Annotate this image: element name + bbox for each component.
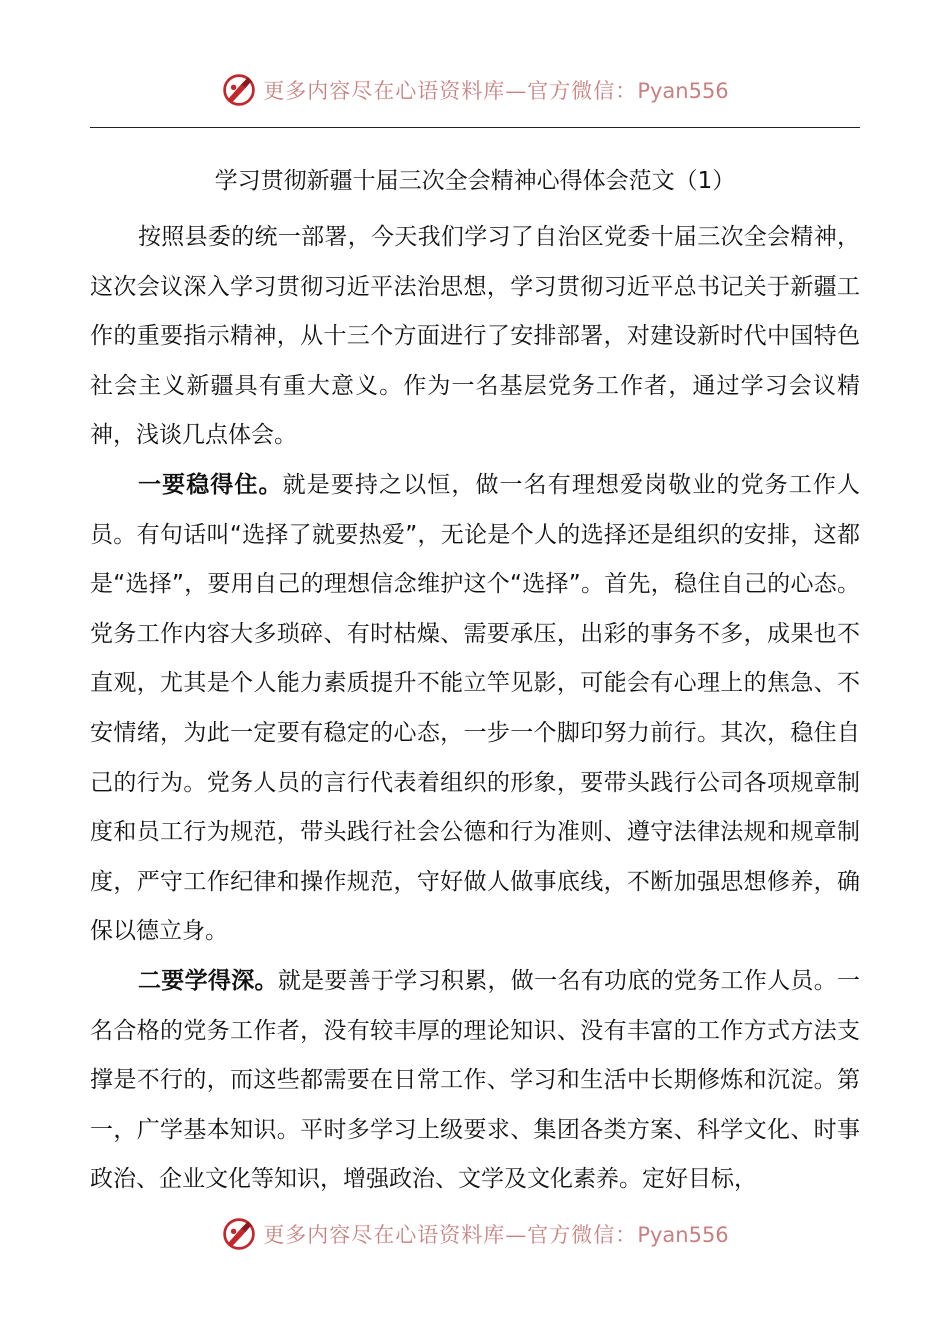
paragraph-intro xyxy=(90,213,860,461)
writing-hand-logo-icon xyxy=(221,72,257,108)
document-body xyxy=(90,213,860,1205)
footer-watermark xyxy=(0,1216,950,1252)
header-watermark xyxy=(0,72,950,108)
watermark-text: 更多内容尽在心语资料库—官方微信：Pyan556 xyxy=(263,79,729,103)
watermark-wechat-id: Pyan556 xyxy=(637,1223,729,1247)
paragraph-lead: 二要学得深。 xyxy=(138,967,278,994)
paragraph-point-two xyxy=(90,957,860,1205)
paragraph-text: 就是要善于学习积累，做一名有功底的党务工作人员。一名合格的党务工作者，没有较丰厚的理论知识、没有丰富的工作方式方法支撑是不行的，而这些都需要在日常工作、学习和生活中长期修炼和沉淀。第一，广学基本知识。平时多学习上级要求、集团各类方案、科学文化、时事政治、企业文化等知识，增强政治、文学及文化素养。定好目标， xyxy=(90,967,861,1193)
paragraph-lead: 一要稳得住。 xyxy=(138,471,283,498)
paragraph-text: 按照县委的统一部署，今天我们学习了自治区党委十届三次全会精神，这次会议深入学习贯彻习近平法治思想，学习贯彻习近平总书记关于新疆工作的重要指示精神，从十三个方面进行了安排部署，对建设新时代中国特色社会主义新疆具有重大意义。作为一名基层党务工作者，通过学习会议精神，浅谈几点体会。 xyxy=(90,224,860,449)
writing-hand-logo-icon xyxy=(221,1216,257,1252)
header-divider xyxy=(90,127,860,128)
paragraph-point-one xyxy=(90,461,860,957)
document-title: 学习贯彻新疆十届三次全会精神心得体会范文（1） xyxy=(214,168,736,194)
watermark-wechat-id: Pyan556 xyxy=(637,79,729,103)
watermark-text: 更多内容尽在心语资料库—官方微信：Pyan556 xyxy=(263,1223,729,1247)
paragraph-text: 就是要持之以恒，做一名有理想爱岗敬业的党务工作人员。有句话叫“选择了就要热爱”，无论是个人的选择还是组织的安排，这都是“选择”，要用自己的理想信念维护这个“选择”。首先，稳住自己的心态。党务工作内容大多琐碎、有时枯燥、需要承压，出彩的事务不多，成果也不直观，尤其是个人能力素质提升不能立竿见影，可能会有心理上的焦急、不安情绪，为此一定要有稳定的心态，一步一个脚印努力前行。其次，稳住自己的行为。党务人员的言行代表着组织的形象，要带头践行公司各项规章制度和员工行为规范，带头践行社会公德和行为准则、遵守法律法规和规章制度，严守工作纪律和操作规范，守好做人做事底线，不断加强思想修养，确保以德立身。 xyxy=(90,471,861,945)
